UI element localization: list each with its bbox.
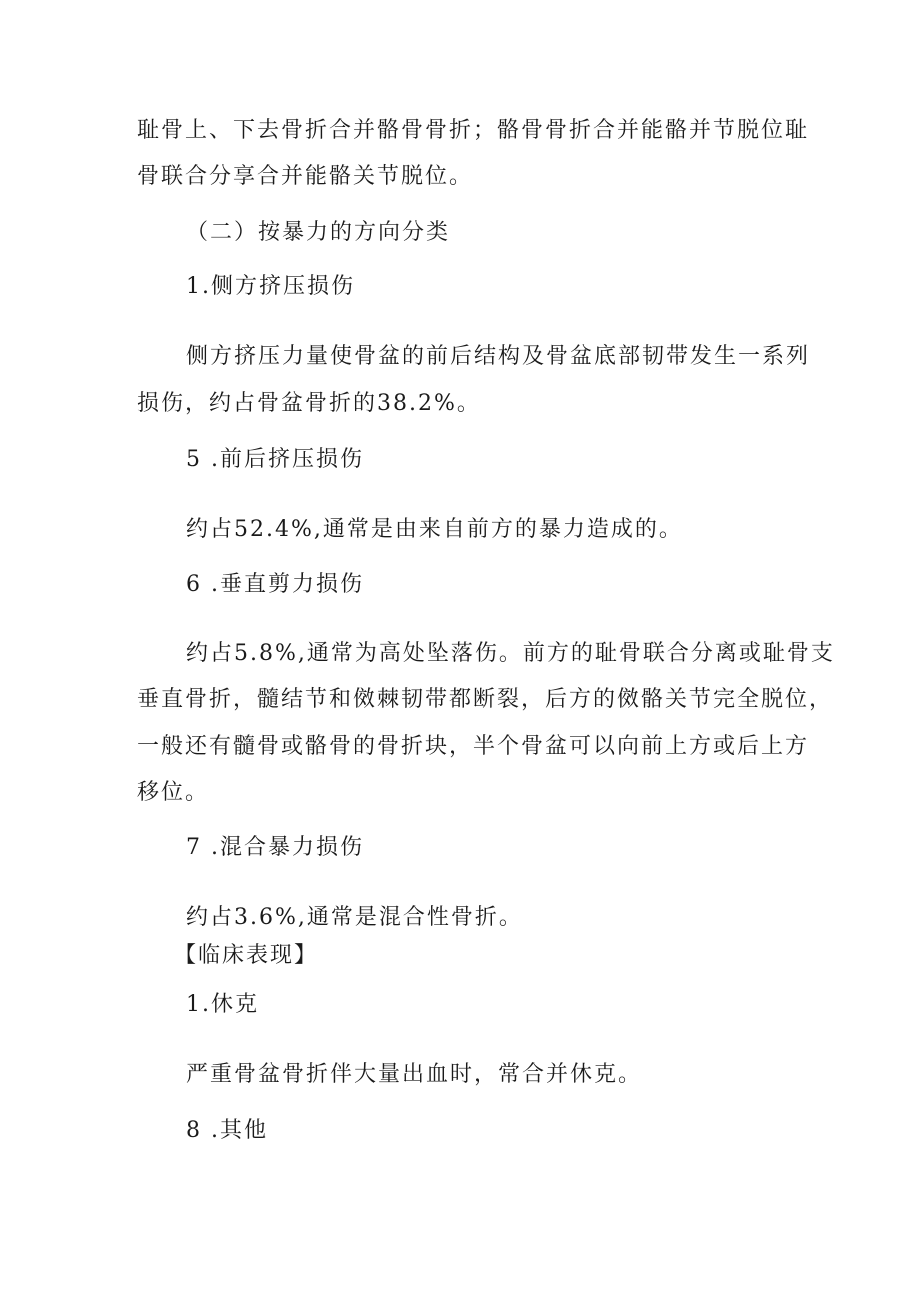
body-text-line: 耻骨上、下去骨折合并骼骨骨折；骼骨骨折合并能骼并节脱位耻 (137, 118, 810, 143)
subsection-heading: 5 .前后挤压损伤 (186, 447, 364, 472)
subsection-heading: 6 .垂直剪力损伤 (186, 572, 364, 597)
body-text-line: 损伤，约占骨盆骨折的38.2%。 (137, 391, 481, 416)
body-text-line: 垂直骨折，髓结节和傚棘韧带都断裂，后方的傚骼关节完全脱位， (137, 687, 834, 712)
subsection-heading: 8 .其他 (186, 1118, 268, 1143)
body-text-line: 移位。 (137, 780, 210, 805)
body-text-line: 约占5.8%,通常为高处坠落伤。前方的耻骨联合分离或耻骨支 (186, 641, 835, 666)
subsection-heading: 1.侧方挤压损伤 (186, 274, 355, 299)
body-text-line: 骨联合分享合并能骼关节脱位。 (137, 164, 474, 189)
section-heading: （二）按暴力的方向分类 (186, 220, 451, 245)
body-text-line: 约占52.4%,通常是由来自前方的暴力造成的。 (186, 517, 683, 542)
body-text-line: 一般还有髓骨或骼骨的骨折块，半个骨盆可以向前上方或后上方 (137, 734, 810, 759)
body-text-line: 侧方挤压力量使骨盆的前后结构及骨盆底部韧带发生一系列 (186, 344, 811, 369)
section-heading: 【临床表现】 (174, 943, 319, 968)
body-text-line: 约占3.6%,通常是混合性骨折。 (186, 905, 523, 930)
subsection-heading: 1.休克 (186, 992, 259, 1017)
subsection-heading: 7 .混合暴力损伤 (186, 835, 364, 860)
body-text-line: 严重骨盆骨折伴大量出血时，常合并休克。 (186, 1062, 643, 1087)
